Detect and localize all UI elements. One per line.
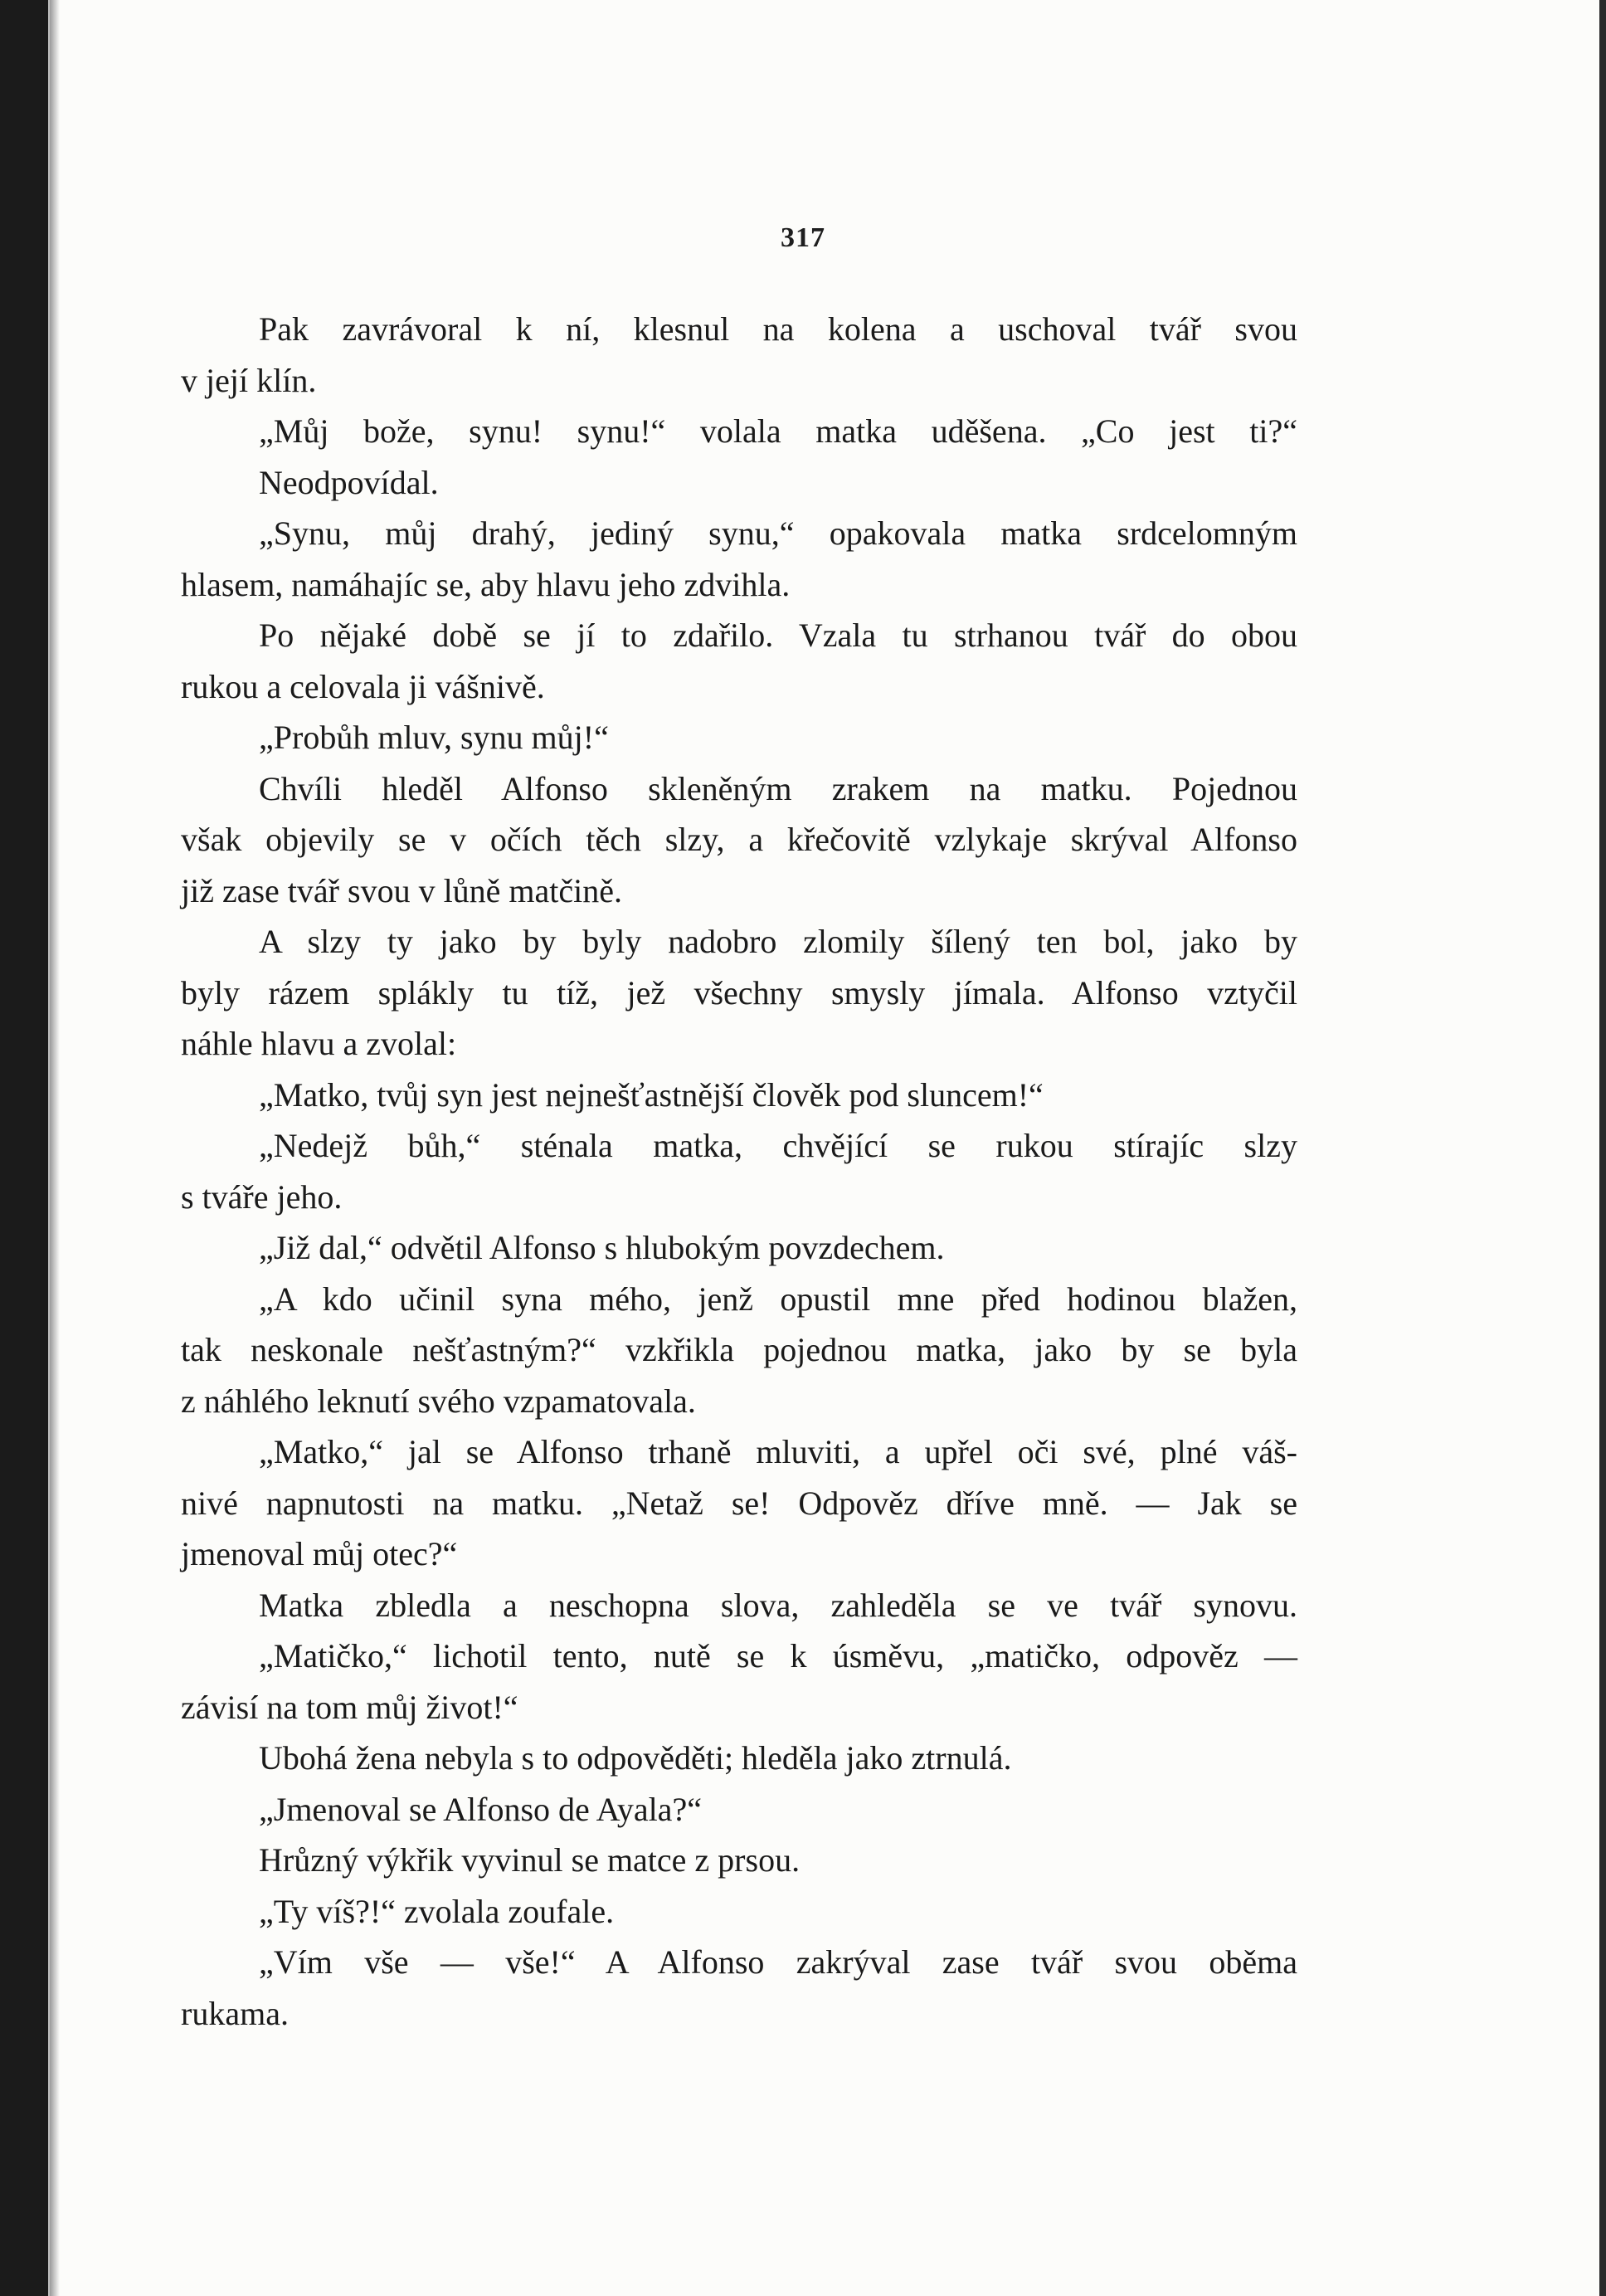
- text-line: „Již dal,“ odvětil Alfonso s hlubokým povzdechem.: [259, 1229, 945, 1266]
- text-line: nivé napnutosti na matku. „Netaž se! Odpověz dříve mně. — Jak se: [181, 1484, 1297, 1522]
- text-line: „Matičko,“ lichotil tento, nutě se k úsměvu, „matičko, odpověz —: [259, 1637, 1297, 1674]
- text-line: Pak zavrávoral k ní, klesnul na kolena a uschoval tvář svou: [259, 310, 1297, 348]
- text-line: „Matko,“ jal se Alfonso trhaně mluviti, a upřel oči své, plné váš-: [259, 1433, 1297, 1470]
- text-line: závisí na tom můj život!“: [181, 1688, 518, 1726]
- text-line: „Nedejž bůh,“ sténala matka, chvějící se rukou stírajíc slzy: [259, 1127, 1297, 1164]
- text-line: z náhlého leknutí svého vzpamatovala.: [181, 1382, 696, 1420]
- text-line: hlasem, namáhajíc se, aby hlavu jeho zdvihla.: [181, 565, 791, 603]
- text-line: jmenoval můj otec?“: [181, 1535, 458, 1572]
- text-line: „Vím vše — vše!“ A Alfonso zakrýval zase tvář svou oběma: [259, 1943, 1297, 1981]
- text-line: „Jmenoval se Alfonso de Ayala?“: [259, 1790, 702, 1828]
- text-line: rukama.: [181, 1994, 289, 2032]
- page-gutter-shadow: [50, 0, 60, 2296]
- text-line: v její klín.: [181, 361, 317, 399]
- text-line: „Synu, můj drahý, jediný synu,“ opakovala matka srdcelomným: [259, 514, 1297, 552]
- text-line: již zase tvář svou v lůně matčině.: [181, 871, 623, 909]
- text-line: „Matko, tvůj syn jest nejnešťastnější člověk pod sluncem!“: [259, 1075, 1044, 1114]
- text-line: Chvíli hleděl Alfonso skleněným zrakem na matku. Pojednou: [259, 769, 1297, 807]
- text-line: náhle hlavu a zvolal:: [181, 1025, 457, 1062]
- text-line: Po nějaké době se jí to zdařilo. Vzala tu strhanou tvář do obou: [259, 617, 1297, 654]
- text-line: Hrůzný výkřik vyvinul se matce z prsou.: [259, 1841, 801, 1879]
- text-line: A slzy ty jako by byly nadobro zlomily šílený ten bol, jako by: [259, 923, 1297, 960]
- text-line: Neodpovídal.: [259, 463, 439, 501]
- text-line: Matka zbledla a neschopna slova, zahleděla se ve tvář synovu.: [259, 1586, 1297, 1624]
- page-number: 317: [781, 222, 825, 253]
- text-line: „Probůh mluv, synu můj!“: [259, 719, 609, 756]
- text-line: „Můj bože, synu! synu!“ volala matka uděšena. „Co jest ti?“: [259, 412, 1297, 450]
- scan-edge: [1599, 0, 1606, 2296]
- text-line: rukou a celovala ji vášnivě.: [181, 667, 545, 705]
- text-line: byly rázem splákly tu tíž, jež všechny smysly jímala. Alfonso vztyčil: [181, 973, 1297, 1012]
- text-line: „Ty víš?!“ zvolala zoufale.: [259, 1892, 615, 1930]
- text-line: Ubohá žena nebyla s to odpověděti; hleděla jako ztrnulá.: [259, 1739, 1012, 1777]
- body-text: [181, 304, 1297, 2039]
- text-line: tak neskonale nešťastným?“ vzkřikla pojednou matka, jako by se byla: [181, 1331, 1297, 1368]
- text-line: však objevily se v očích těch slzy, a křečovitě vzlykaje skrýval Alfonso: [181, 821, 1297, 858]
- text-line: „A kdo učinil syna mého, jenž opustil mne před hodinou blažen,: [259, 1280, 1297, 1318]
- text-line: s tváře jeho.: [181, 1177, 343, 1216]
